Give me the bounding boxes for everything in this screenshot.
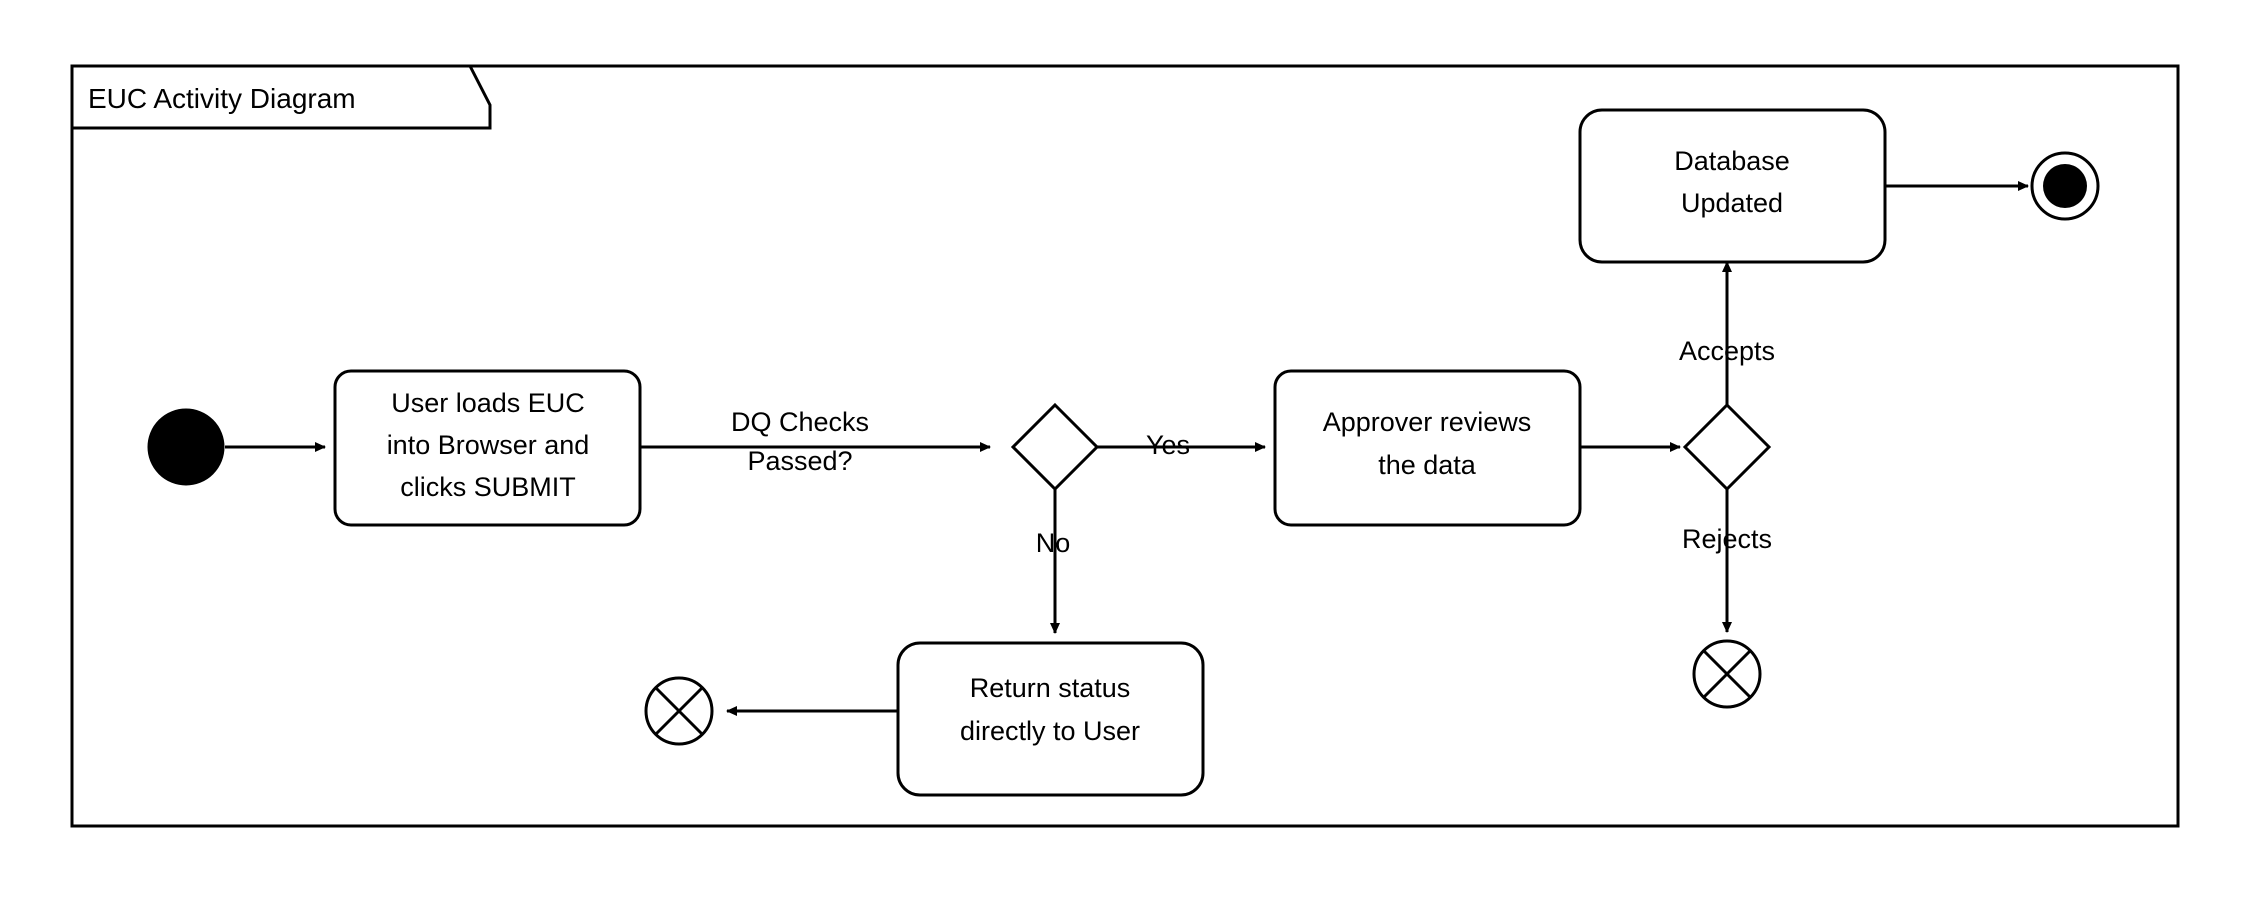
edge-label-dq-checks-line1: DQ Checks: [730, 407, 870, 438]
node-approver-reviews-line2: the data: [1378, 450, 1476, 481]
activity-final-node-inner: [2043, 164, 2087, 208]
node-approver-reviews-line1: Approver reviews: [1322, 407, 1532, 438]
approval-decision-node: [1685, 405, 1769, 489]
dq-decision-node: [1013, 405, 1097, 489]
node-user-loads-euc-line3: clicks SUBMIT: [400, 472, 576, 503]
node-database-updated-line1: Database: [1674, 146, 1790, 177]
node-approver-reviews: [1275, 371, 1580, 525]
node-database-updated-line2: Updated: [1680, 188, 1784, 219]
frame-title-label: EUC Activity Diagram: [88, 83, 356, 114]
node-database-updated: [1580, 110, 1885, 262]
node-return-status-line2: directly to User: [959, 716, 1141, 747]
edge-label-rejects: Rejects: [1681, 524, 1773, 555]
edge-label-no: No: [1035, 528, 1071, 559]
node-user-loads-euc-line2: into Browser and: [386, 430, 590, 461]
edge-label-yes: Yes: [1145, 430, 1191, 461]
edge-label-accepts: Accepts: [1678, 336, 1776, 367]
node-return-status-line1: Return status: [969, 673, 1131, 704]
initial-node: [149, 410, 223, 484]
node-user-loads-euc-line1: User loads EUC: [391, 388, 585, 419]
edge-label-dq-checks-line2: Passed?: [747, 446, 853, 477]
